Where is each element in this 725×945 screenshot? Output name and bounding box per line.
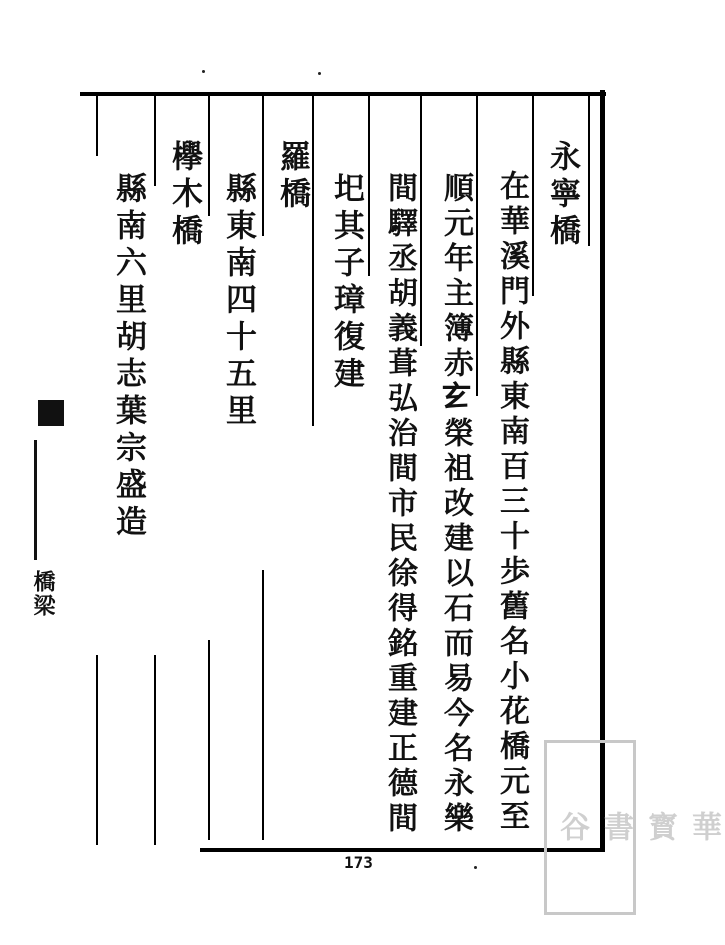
text-column: 順元年主簿赤𤣥榮祖改建以石而易今名永樂 bbox=[438, 172, 473, 837]
text-column: 縣南六里胡志葉宗盛造 bbox=[110, 172, 146, 542]
margin-rule bbox=[34, 440, 37, 560]
heading-yongning-bridge: 永寧橋 bbox=[544, 140, 580, 251]
column-divider bbox=[588, 96, 590, 246]
column-divider bbox=[262, 96, 264, 236]
column-divider bbox=[532, 96, 534, 296]
frame-top-rule bbox=[80, 92, 606, 96]
column-divider bbox=[476, 96, 478, 396]
collector-seal bbox=[544, 740, 721, 915]
text-column: 圯其子璋復建 bbox=[328, 172, 364, 394]
left-margin bbox=[8, 120, 68, 760]
column-divider bbox=[154, 96, 156, 186]
column-divider bbox=[262, 570, 264, 840]
page-number: 173 bbox=[344, 853, 373, 872]
column-divider bbox=[96, 655, 98, 845]
frame-right-rule bbox=[600, 90, 605, 852]
column-divider bbox=[208, 640, 210, 840]
column-divider bbox=[420, 96, 422, 346]
print-speck bbox=[318, 72, 321, 75]
seal-char: 華 bbox=[686, 810, 721, 845]
text-column: 縣東南四十五里 bbox=[220, 172, 256, 431]
print-speck bbox=[474, 866, 477, 869]
text-column: 在華溪門外縣東南百三十歩舊名小花橋元至 bbox=[494, 170, 529, 835]
print-speck bbox=[202, 70, 205, 73]
seal-char: 寳 bbox=[642, 810, 677, 845]
seal-char: 書 bbox=[598, 810, 633, 845]
column-divider bbox=[208, 96, 210, 216]
seal-char: 谷 bbox=[554, 810, 589, 845]
column-divider bbox=[368, 96, 370, 276]
margin-label: 橋梁 bbox=[30, 570, 56, 618]
heading-luo-bridge: 羅橋 bbox=[274, 140, 310, 214]
text-column: 間驛丞胡義葺弘治間市民徐得銘重建正德間 bbox=[382, 172, 417, 837]
column-divider bbox=[312, 96, 314, 426]
heading-jumu-bridge: 欅木橋 bbox=[166, 140, 202, 251]
margin-block-mark bbox=[38, 400, 64, 426]
column-divider bbox=[154, 655, 156, 845]
column-divider bbox=[96, 96, 98, 156]
